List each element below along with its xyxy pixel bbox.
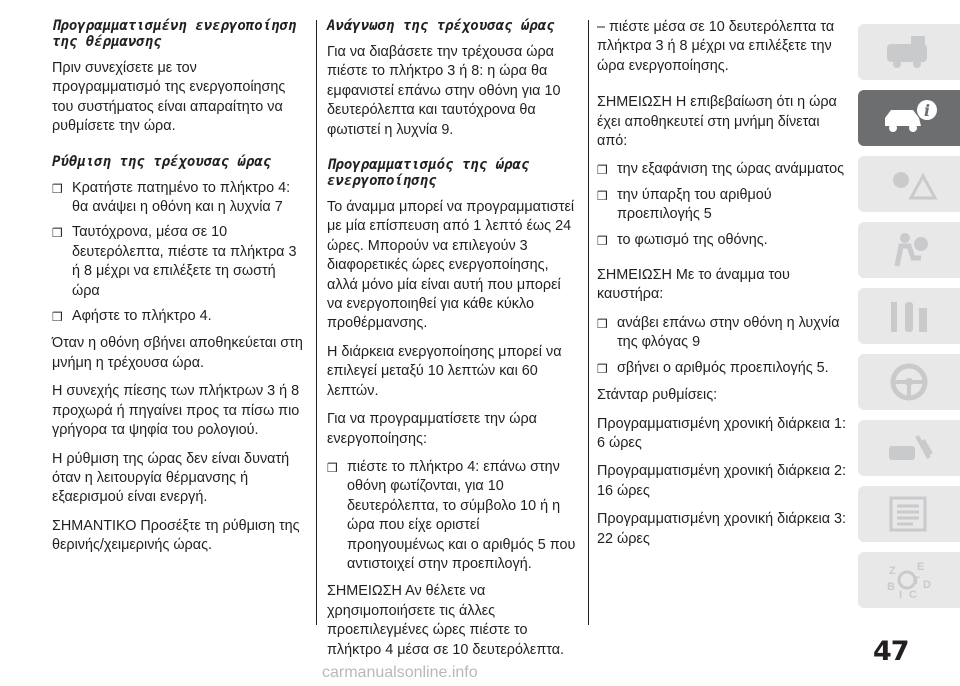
list-item: ❒ πιέστε το πλήκτρο 4: επάνω στην οθόνη φωτίζονται, για 10 δευτερόλεπτα, το σύμβολο 10 ή η ώρα που είχε οριστεί προηγουμένως και ο αριθμός 5 που αντιστοιχεί στην προεπιλογή. — [327, 458, 576, 572]
checkbox-bullet-icon: ❒ — [327, 460, 338, 475]
tab-airbag[interactable] — [858, 222, 960, 278]
heading-schedule-activation: Προγραμματισμός της ώρας ενεργοποίησης — [327, 157, 530, 190]
svg-text:E: E — [917, 561, 925, 573]
list-item: ❒ την εξαφάνιση της ώρας ανάμματος — [597, 160, 852, 179]
paragraph: ΣΗΜΕΙΩΣΗ Αν θέλετε να χρησιμοποιήσετε τις άλλες προεπιλεγμένες ώρες πιέστε το πλήκτρο 4 μέσα σε 10 δευτερόλεπτα. — [327, 583, 565, 658]
airbag-seat-icon — [879, 228, 939, 272]
tab-tools[interactable] — [858, 288, 960, 344]
paragraph: Στάνταρ ρυθμίσεις: — [597, 387, 718, 404]
list-item: ❒ το φωτισμό της οθόνης. — [597, 231, 852, 250]
list-item: ❒ την ύπαρξη του αριθμού προεπιλογής 5 — [597, 186, 772, 223]
page-number: 47 — [873, 636, 909, 667]
steps-list — [52, 179, 304, 327]
tools-icon — [879, 294, 939, 338]
heading-scheduled-heating: Προγραμματισμένη ενεργοποίηση της θέρμανσης — [52, 18, 297, 50]
tab-car-info[interactable] — [858, 90, 960, 146]
paragraph: ΣΗΜΑΝΤΙΚΟ Προσέξτε τη ρύθμιση της θερινής/χειμερινής ώρας. — [52, 517, 300, 554]
column-3 — [597, 18, 852, 558]
paragraph: Η διάρκεια ενεργοποίησης μπορεί να επιλεγεί μεταξύ 10 λεπτών και 60 λεπτών. — [327, 343, 562, 399]
paragraph: Όταν η οθόνη σβήνει αποθηκεύεται στη μνήμη η τρέχουσα ώρα. — [52, 335, 303, 371]
checkbox-bullet-icon: ❒ — [52, 181, 63, 196]
heading-read-current-time: Ανάγνωση της τρέχουσας ώρας — [327, 18, 555, 34]
svg-text:Z: Z — [889, 565, 896, 577]
svg-text:B: B — [887, 581, 895, 593]
paragraph: Πριν συνεχίσετε με τον προγραμματισμό της ενεργοποίησης του συστήματος είναι απαραίτητο να ρυθμίσετε την ώρα. — [52, 60, 286, 135]
paragraph: – πιέστε μέσα σε 10 δευτερόλεπτα τα πλήκτρα 3 ή 8 μέχρι να επιλέξετε την ώρα ενεργοποίησης. — [597, 19, 835, 74]
list-item: ❒ ανάβει επάνω στην οθόνη η λυχνία της φλόγας 9 — [597, 314, 840, 351]
confirmation-list — [597, 160, 852, 250]
column-1 — [52, 18, 304, 565]
tab-index[interactable] — [858, 552, 960, 608]
tab-specifications[interactable] — [858, 486, 960, 542]
column-2 — [327, 18, 579, 669]
emergency-icon — [879, 426, 939, 470]
checkbox-bullet-icon: ❒ — [597, 316, 608, 331]
svg-text:I: I — [899, 589, 903, 601]
list-item: ❒ Κρατήστε πατημένο το πλήκτρο 4: θα ανάψει η οθόνη και η λυχνία 7 — [52, 179, 291, 216]
paragraph: ΣΗΜΕΙΩΣΗ Με το άναμμα του καυστήρα: — [597, 267, 790, 303]
specifications-icon — [879, 492, 939, 536]
warning-lights-icon — [879, 162, 939, 206]
car-dashboard-icon — [879, 30, 939, 74]
checkbox-bullet-icon: ❒ — [52, 310, 63, 325]
svg-text:D: D — [923, 579, 931, 591]
checkbox-bullet-icon: ❒ — [597, 188, 608, 203]
list-item: ❒ Ταυτόχρονα, μέσα σε 10 δευτερόλεπτα, πιέστε τα πλήκτρα 3 ή 8 μέχρι να επιλέξετε τη σωστή ώρα — [52, 224, 297, 299]
heading-set-current-time: Ρύθμιση της τρέχουσας ώρας — [52, 153, 272, 170]
paragraph: Προγραμματισμένη χρονική διάρκεια 1: 6 ώρες — [597, 415, 847, 451]
paragraph: Η ρύθμιση της ώρας δεν είναι δυνατή όταν η λειτουργία θέρμανσης ή εξαερισμού είναι ενεργή. — [52, 450, 290, 506]
tab-dashboard[interactable] — [858, 24, 960, 80]
car-info-icon — [879, 96, 939, 140]
svg-text:C: C — [909, 589, 917, 601]
steering-wheel-icon — [879, 360, 939, 404]
watermark: carmanualsonline.info — [322, 664, 478, 681]
paragraph: ΣΗΜΕΙΩΣΗ Η επιβεβαίωση ότι η ώρα έχει αποθηκευτεί στη μνήμη δίνεται από: — [597, 94, 837, 150]
tab-warning-lights[interactable] — [858, 156, 960, 212]
burner-list — [597, 314, 852, 378]
paragraph: Για να προγραμματίσετε την ώρα ενεργοποίησης: — [327, 411, 537, 447]
column-divider-2 — [588, 20, 589, 625]
paragraph: Προγραμματισμένη χρονική διάρκεια 3: 22 ώρες — [597, 511, 847, 547]
paragraph: Προγραμματισμένη χρονική διάρκεια 2: 16 ώρες — [597, 463, 847, 499]
column-divider-1 — [316, 20, 317, 625]
checkbox-bullet-icon: ❒ — [52, 226, 63, 241]
sidebar-tabs — [858, 24, 960, 618]
checkbox-bullet-icon: ❒ — [597, 233, 608, 248]
list-item: ❒ σβήνει ο αριθμός προεπιλογής 5. — [597, 359, 852, 378]
paragraph: Η συνεχής πίεσης των πλήκτρων 3 ή 8 προχωρά ή πηγαίνει προς τα πίσω πιο γρήγορα τα ψηφία του ρολογιού. — [52, 383, 300, 439]
paragraph: Για να διαβάσετε την τρέχουσα ώρα πιέστε το πλήκτρο 3 ή 8: η ώρα θα εμφανιστεί επάνω στην οθόνη για 10 δευτερόλεπτα και ταυτόχρονα θα φωτιστεί η λυχνία 9. — [327, 44, 561, 138]
svg-text:i: i — [923, 101, 931, 120]
checkbox-bullet-icon: ❒ — [597, 361, 608, 376]
checkbox-bullet-icon: ❒ — [597, 163, 608, 178]
svg-text:T: T — [913, 575, 920, 587]
index-icon — [879, 558, 939, 602]
steps-list — [327, 458, 579, 574]
tab-emergency[interactable] — [858, 420, 960, 476]
list-item: ❒ Αφήστε το πλήκτρο 4. — [52, 307, 304, 326]
tab-steering[interactable] — [858, 354, 960, 410]
paragraph: Το άναμμα μπορεί να προγραμματιστεί με μία επίσπευση από 1 λεπτό έως 24 ώρες. Μπορούν να επιλεγούν 3 διαφορετικές ώρες ενεργοποίησης, αλλά μόνο μία είναι αυτή που μπορεί να ενεργοποιηθεί για κάθε κύκλο προθέρμανσης. — [327, 199, 575, 332]
